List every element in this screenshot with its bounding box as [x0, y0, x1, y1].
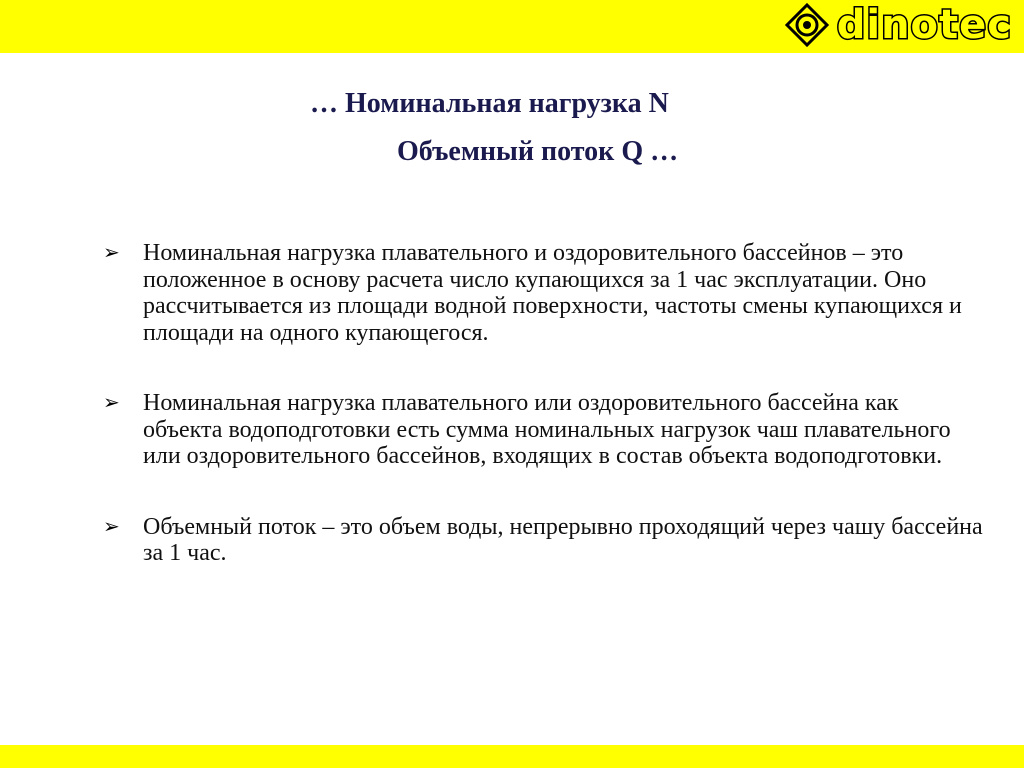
- footer-bar: [0, 745, 1024, 768]
- slide-title-line-2: Объемный поток Q …: [397, 136, 679, 167]
- dinotec-logo-icon: [785, 3, 829, 47]
- bullet-text: Номинальная нагрузка плавательного или оздоровительного бассейна как объекта водоподготовки есть сумма номинальных нагрузок чаш плавательного или оздоровительного бассейнов, входящих в состав объекта водоподготовки.: [143, 390, 951, 469]
- bullet-list: [103, 240, 983, 567]
- dinotec-logo: [785, 3, 1012, 47]
- arrow-bullet-icon: ➢: [103, 515, 120, 538]
- arrow-bullet-icon: ➢: [103, 392, 120, 414]
- arrow-bullet-icon: ➢: [103, 242, 120, 264]
- bullet-item: [103, 390, 983, 470]
- slide-title-line-1: … Номинальная нагрузка N: [310, 88, 669, 119]
- bullet-item: [103, 514, 983, 567]
- logo-text: dinotec: [836, 2, 1012, 48]
- bullet-text: Объемный поток – это объем воды, непрерывно проходящий через чашу бассейна за 1 час.: [143, 513, 983, 566]
- bullet-text: Номинальная нагрузка плавательного и оздоровительного бассейнов – это положенное в основу расчета число купающихся за 1 час эксплуатации. Оно рассчитывается из площади водной поверхности, частоты смены купающихся и площади на одного купающегося.: [143, 240, 962, 346]
- bullet-item: [103, 240, 983, 346]
